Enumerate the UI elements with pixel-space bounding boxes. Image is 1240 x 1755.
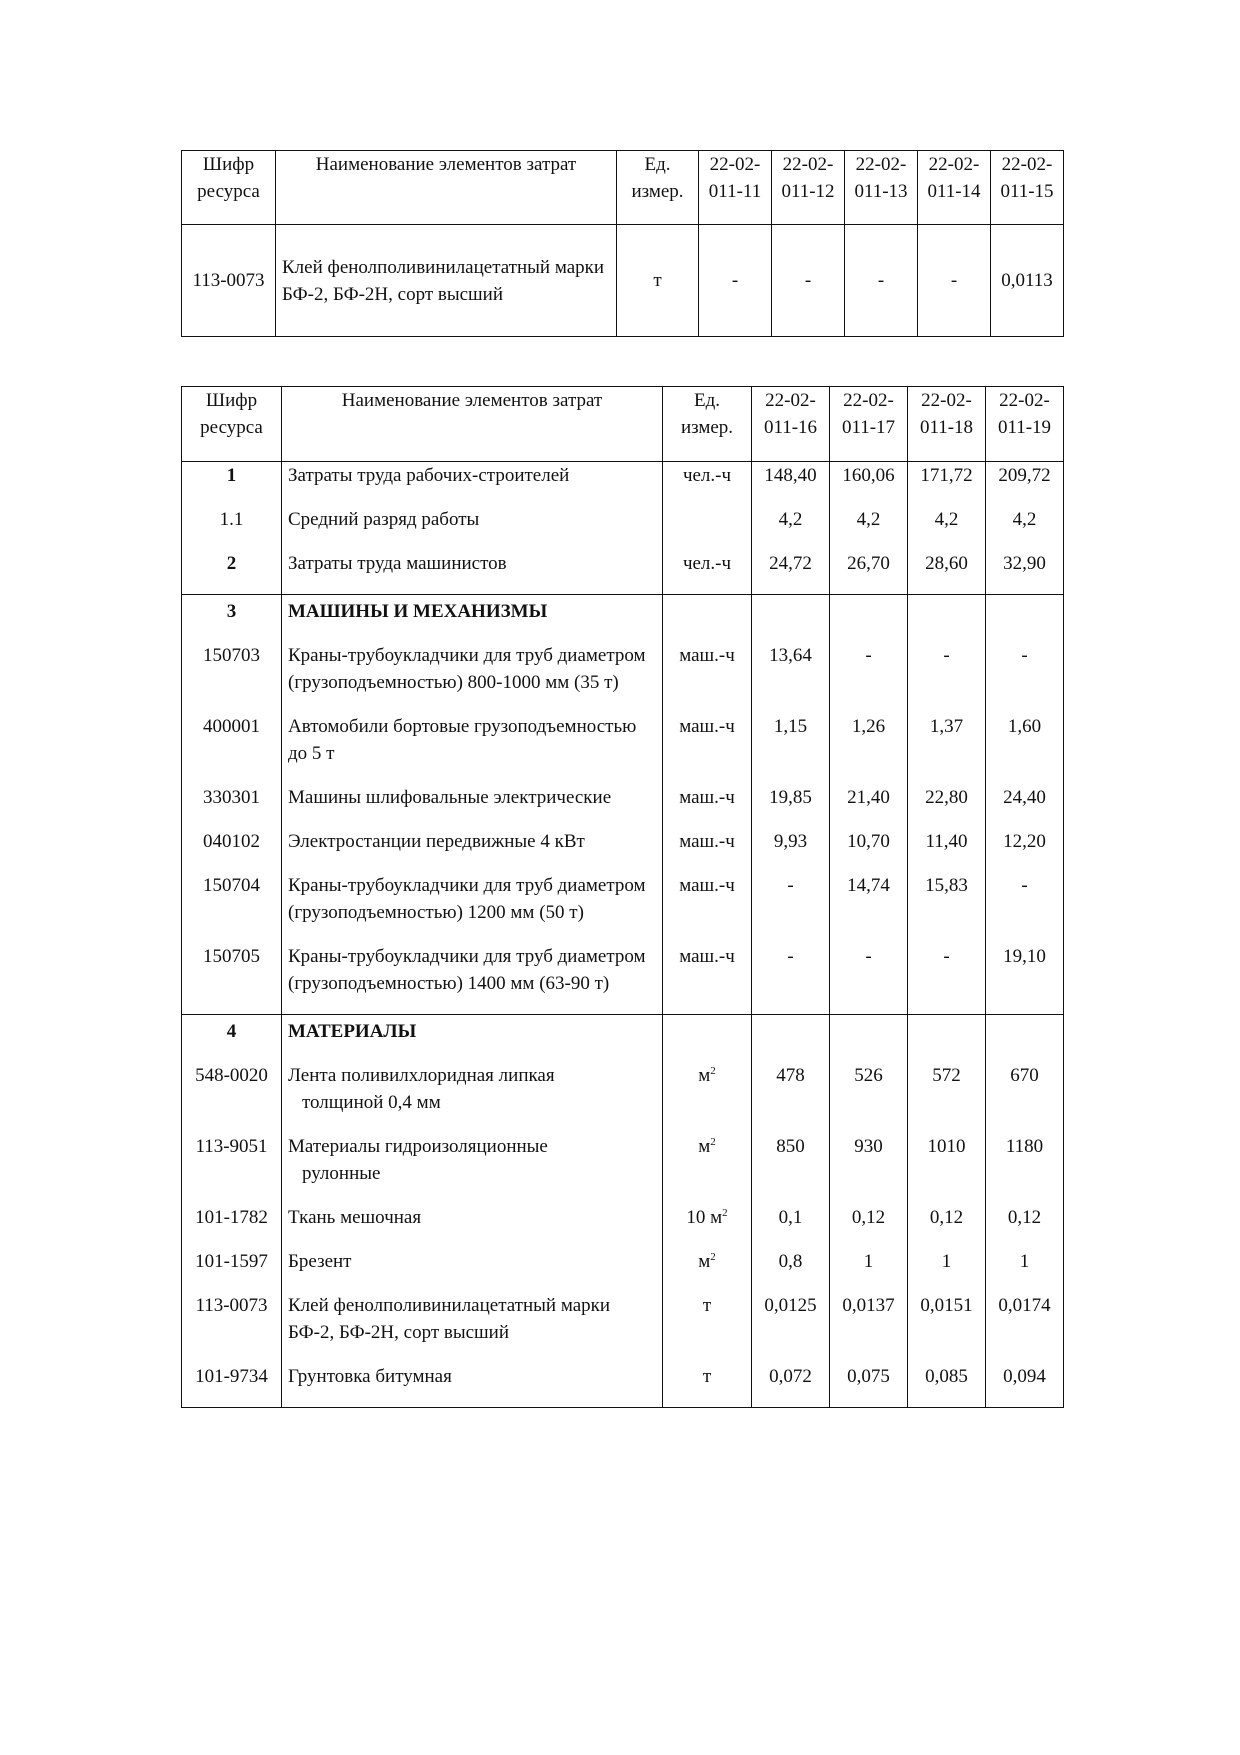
- unit-exponent: 2: [710, 1251, 716, 1263]
- value-cell: 21,40: [830, 784, 908, 828]
- header-col: 22-02-011-12: [772, 151, 845, 225]
- resource-code: 040102: [182, 828, 282, 872]
- value-cell: -: [830, 642, 908, 713]
- section-row: [182, 595, 1064, 643]
- value-cell: 19,85: [752, 784, 830, 828]
- resource-code: 113-9051: [182, 1133, 282, 1204]
- resource-code: 150705: [182, 943, 282, 1015]
- value-cell: [986, 595, 1064, 643]
- resource-name: Клей фенолполивинилацетатный марки БФ-2, БФ-2Н, сорт высший: [276, 225, 617, 337]
- value-cell: 209,72: [986, 462, 1064, 507]
- value-cell: 0,0151: [908, 1292, 986, 1363]
- resource-unit: [663, 1133, 752, 1204]
- table-row: [182, 1062, 1064, 1133]
- resource-name: Ткань мешочная: [282, 1204, 663, 1248]
- table-row: [182, 1133, 1064, 1204]
- value-cell: 148,40: [752, 462, 830, 507]
- value-cell: 160,06: [830, 462, 908, 507]
- value-cell: 12,20: [986, 828, 1064, 872]
- table-row: [182, 506, 1064, 550]
- resource-name: [282, 1133, 663, 1204]
- table-row: [182, 1363, 1064, 1408]
- unit-base: м: [698, 1065, 711, 1086]
- resource-code: 548-0020: [182, 1062, 282, 1133]
- value-cell: -: [699, 225, 772, 337]
- resource-code: 1: [182, 462, 282, 507]
- resource-code: 101-1782: [182, 1204, 282, 1248]
- value-cell: [752, 1015, 830, 1063]
- value-cell: 0,12: [830, 1204, 908, 1248]
- resource-unit: [663, 1204, 752, 1248]
- value-cell: 1: [986, 1248, 1064, 1292]
- value-cell: 0,094: [986, 1363, 1064, 1408]
- header-unit: Ед. измер.: [617, 151, 699, 225]
- resource-code: 150703: [182, 642, 282, 713]
- resource-code: 400001: [182, 713, 282, 784]
- unit-base: 10 м: [686, 1207, 723, 1228]
- header-col: 22-02-011-13: [845, 151, 918, 225]
- value-cell: 526: [830, 1062, 908, 1133]
- value-cell: [830, 595, 908, 643]
- value-cell: 14,74: [830, 872, 908, 943]
- resource-code: 113-0073: [182, 225, 276, 337]
- resource-name: Краны-трубоукладчики для труб диаметром (грузоподъемностью) 800-1000 мм (35 т): [282, 642, 663, 713]
- value-cell: [986, 1015, 1064, 1063]
- value-cell: 24,40: [986, 784, 1064, 828]
- value-cell: 24,72: [752, 550, 830, 595]
- table-row: [182, 462, 1064, 507]
- table-row: [182, 1292, 1064, 1363]
- value-cell: 9,93: [752, 828, 830, 872]
- resource-unit: т: [663, 1292, 752, 1363]
- resource-name-line: рулонные: [302, 1163, 381, 1184]
- resource-unit: т: [617, 225, 699, 337]
- value-cell: 478: [752, 1062, 830, 1133]
- resource-name: Грунтовка битумная: [282, 1363, 663, 1408]
- value-cell: 0,0113: [991, 225, 1064, 337]
- resource-unit: маш.-ч: [663, 872, 752, 943]
- value-cell: 13,64: [752, 642, 830, 713]
- header-name: Наименование элементов затрат: [276, 151, 617, 225]
- header-col: 22-02-011-18: [908, 387, 986, 462]
- section-code: 3: [182, 595, 282, 643]
- value-cell: 1,60: [986, 713, 1064, 784]
- resource-name: Клей фенолполивинилацетатный марки БФ-2, БФ-2Н, сорт высший: [282, 1292, 663, 1363]
- value-cell: 930: [830, 1133, 908, 1204]
- value-cell: 1,26: [830, 713, 908, 784]
- resource-code: 101-1597: [182, 1248, 282, 1292]
- value-cell: 15,83: [908, 872, 986, 943]
- header-col: 22-02-011-14: [918, 151, 991, 225]
- header-code: Шифр ресурса: [182, 387, 282, 462]
- table-row: [182, 550, 1064, 595]
- value-cell: 4,2: [908, 506, 986, 550]
- value-cell: 4,2: [986, 506, 1064, 550]
- table-row: [182, 828, 1064, 872]
- value-cell: 1,15: [752, 713, 830, 784]
- section-code: 4: [182, 1015, 282, 1063]
- resource-unit: [663, 506, 752, 550]
- unit-exponent: 2: [710, 1136, 716, 1148]
- resource-name: Электростанции передвижные 4 кВт: [282, 828, 663, 872]
- value-cell: 1180: [986, 1133, 1064, 1204]
- header-name: Наименование элементов затрат: [282, 387, 663, 462]
- resource-unit: маш.-ч: [663, 642, 752, 713]
- value-cell: [752, 595, 830, 643]
- resource-name: Затраты труда рабочих-строителей: [282, 462, 663, 507]
- resource-unit: маш.-ч: [663, 713, 752, 784]
- resource-name: Краны-трубоукладчики для труб диаметром (грузоподъемностью) 1200 мм (50 т): [282, 872, 663, 943]
- resource-unit: [663, 1248, 752, 1292]
- value-cell: 10,70: [830, 828, 908, 872]
- resource-unit: чел.-ч: [663, 462, 752, 507]
- resource-code: 150704: [182, 872, 282, 943]
- value-cell: 0,12: [986, 1204, 1064, 1248]
- value-cell: -: [772, 225, 845, 337]
- value-cell: 11,40: [908, 828, 986, 872]
- value-cell: 22,80: [908, 784, 986, 828]
- table-row: [182, 784, 1064, 828]
- value-cell: 1: [830, 1248, 908, 1292]
- value-cell: 19,10: [986, 943, 1064, 1015]
- resource-code: 330301: [182, 784, 282, 828]
- resource-name: [282, 1062, 663, 1133]
- header-col: 22-02-011-15: [991, 151, 1064, 225]
- value-cell: 572: [908, 1062, 986, 1133]
- table-row: [182, 713, 1064, 784]
- value-cell: [830, 1015, 908, 1063]
- table-row: [182, 642, 1064, 713]
- value-cell: -: [986, 872, 1064, 943]
- value-cell: -: [845, 225, 918, 337]
- resource-name: Затраты труда машинистов: [282, 550, 663, 595]
- value-cell: [908, 1015, 986, 1063]
- table-row: [182, 943, 1064, 1015]
- value-cell: 0,072: [752, 1363, 830, 1408]
- value-cell: 32,90: [986, 550, 1064, 595]
- value-cell: -: [908, 642, 986, 713]
- resource-unit: [663, 595, 752, 643]
- resource-table-1: [181, 150, 1064, 337]
- unit-exponent: 2: [710, 1065, 716, 1077]
- unit-base: м: [698, 1251, 711, 1272]
- value-cell: 1: [908, 1248, 986, 1292]
- resource-unit: маш.-ч: [663, 784, 752, 828]
- resource-unit: т: [663, 1363, 752, 1408]
- resource-unit: [663, 1062, 752, 1133]
- value-cell: 28,60: [908, 550, 986, 595]
- section-title: МАТЕРИАЛЫ: [282, 1015, 663, 1063]
- table-header-row: [182, 387, 1064, 462]
- table-row: [182, 225, 1064, 337]
- resource-code: 113-0073: [182, 1292, 282, 1363]
- resource-name: Средний разряд работы: [282, 506, 663, 550]
- section-title: МАШИНЫ И МЕХАНИЗМЫ: [282, 595, 663, 643]
- table-row: [182, 1204, 1064, 1248]
- value-cell: 171,72: [908, 462, 986, 507]
- value-cell: 1010: [908, 1133, 986, 1204]
- value-cell: -: [918, 225, 991, 337]
- value-cell: -: [752, 943, 830, 1015]
- resource-name: Машины шлифовальные электрические: [282, 784, 663, 828]
- value-cell: 670: [986, 1062, 1064, 1133]
- value-cell: 0,0137: [830, 1292, 908, 1363]
- value-cell: [908, 595, 986, 643]
- header-col: 22-02-011-16: [752, 387, 830, 462]
- value-cell: 0,0125: [752, 1292, 830, 1363]
- header-col: 22-02-011-19: [986, 387, 1064, 462]
- value-cell: -: [908, 943, 986, 1015]
- resource-name-line: Материалы гидроизоляционные: [288, 1136, 548, 1157]
- resource-code: 1.1: [182, 506, 282, 550]
- resource-unit: [663, 1015, 752, 1063]
- header-code: Шифр ресурса: [182, 151, 276, 225]
- resource-name-line: Лента поливилхлоридная липкая: [288, 1065, 555, 1086]
- resource-unit: чел.-ч: [663, 550, 752, 595]
- value-cell: 0,1: [752, 1204, 830, 1248]
- unit-base: м: [698, 1136, 711, 1157]
- resource-unit: маш.-ч: [663, 943, 752, 1015]
- resource-name: Автомобили бортовые грузоподъемностью до 5 т: [282, 713, 663, 784]
- header-unit: Ед. измер.: [663, 387, 752, 462]
- value-cell: 0,0174: [986, 1292, 1064, 1363]
- resource-name: Брезент: [282, 1248, 663, 1292]
- resource-code: 2: [182, 550, 282, 595]
- value-cell: 850: [752, 1133, 830, 1204]
- value-cell: 4,2: [752, 506, 830, 550]
- resource-code: 101-9734: [182, 1363, 282, 1408]
- value-cell: 0,8: [752, 1248, 830, 1292]
- value-cell: -: [830, 943, 908, 1015]
- table-row: [182, 1248, 1064, 1292]
- section-row: [182, 1015, 1064, 1063]
- unit-exponent: 2: [722, 1207, 728, 1219]
- value-cell: 0,12: [908, 1204, 986, 1248]
- table-row: [182, 872, 1064, 943]
- value-cell: 0,085: [908, 1363, 986, 1408]
- value-cell: 4,2: [830, 506, 908, 550]
- value-cell: -: [752, 872, 830, 943]
- value-cell: 1,37: [908, 713, 986, 784]
- value-cell: 0,075: [830, 1363, 908, 1408]
- header-col: 22-02-011-11: [699, 151, 772, 225]
- resource-table-2: [181, 386, 1064, 1408]
- header-col: 22-02-011-17: [830, 387, 908, 462]
- value-cell: 26,70: [830, 550, 908, 595]
- table-header-row: [182, 151, 1064, 225]
- resource-name: Краны-трубоукладчики для труб диаметром (грузоподъемностью) 1400 мм (63-90 т): [282, 943, 663, 1015]
- resource-unit: маш.-ч: [663, 828, 752, 872]
- resource-name-line: толщиной 0,4 мм: [302, 1092, 441, 1113]
- value-cell: -: [986, 642, 1064, 713]
